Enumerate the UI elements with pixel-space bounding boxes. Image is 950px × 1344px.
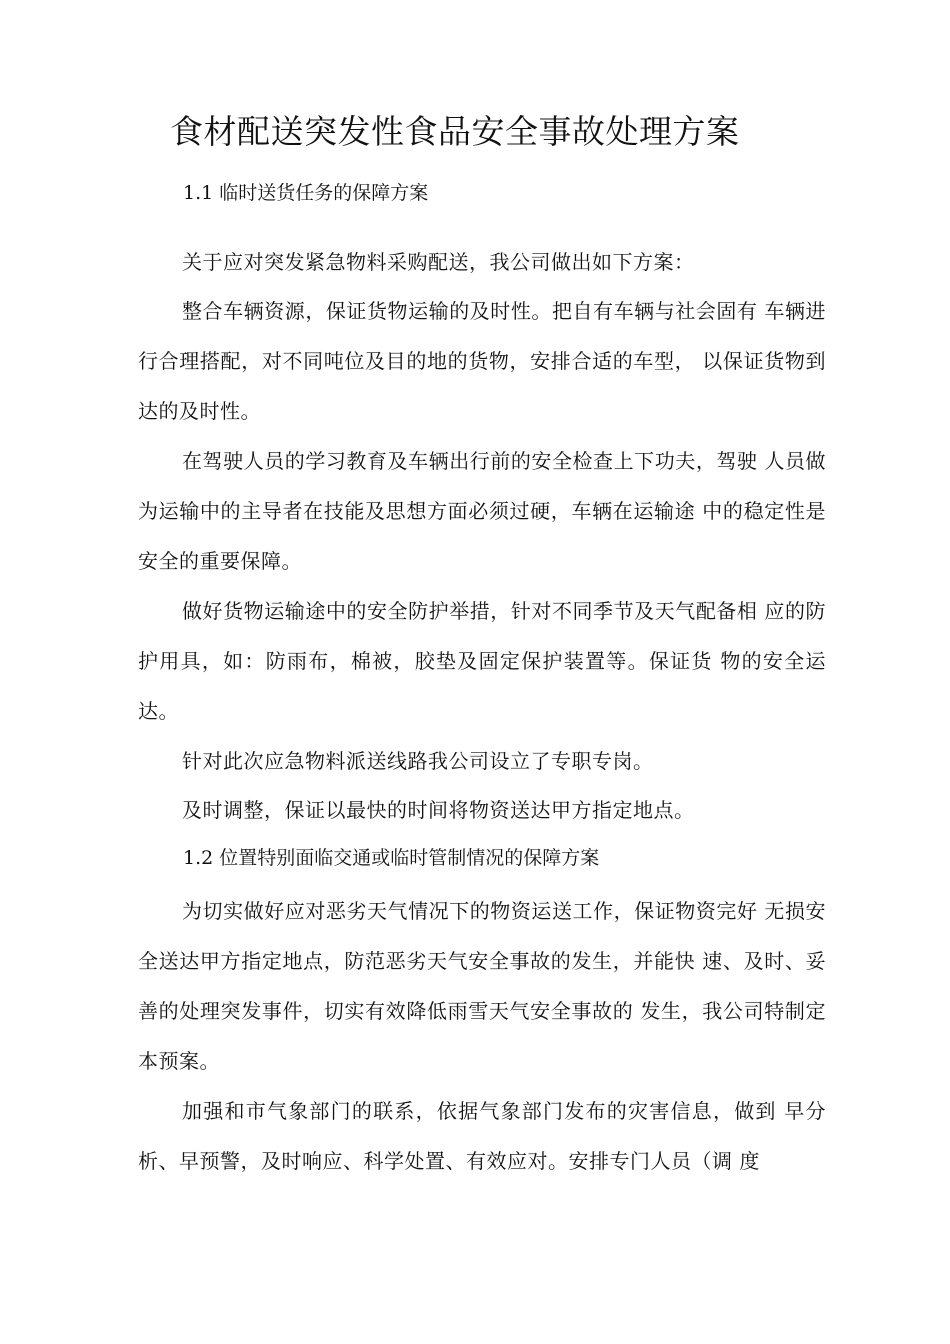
paragraph-weather-liaison: 加强和市气象部门的联系，依据气象部门发布的灾害信息，做到 早分析、早预警，及时响应、科学处置、有效应对。安排专门人员（调 度 — [138, 1099, 826, 1173]
paragraph-safety-protection: 做好货物运输途中的安全防护举措，针对不同季节及天气配备相 应的防护用具，如：防雨布，棉被，胶垫及固定保护装置等。保证货 物的安全运达。 — [138, 599, 826, 723]
paragraph-severe-weather: 为切实做好应对恶劣天气情况下的物资运送工作，保证物资完好 无损安全送达甲方指定地点，防范恶劣天气安全事故的发生，并能快 速、及时、妥善的处理突发事件，切实有效降低雨雪天气安全事故的 发生，我公司特制定本预案。 — [138, 899, 826, 1073]
paragraph-timely-adjustment: 及时调整，保证以最快的时间将物资送达甲方指定地点。 — [182, 798, 695, 822]
paragraph-driver-training: 在驾驶人员的学习教育及车辆出行前的安全检查上下功夫，驾驶 人员做为运输中的主导者在技能及思想方面必须过硬，车辆在运输途 中的稳定性是安全的重要保障。 — [138, 449, 826, 573]
section-heading-1-2: 1.2 位置特别面临交通或临时管制情况的保障方案 — [183, 847, 600, 869]
section-heading-1-1: 1.1 临时送货任务的保障方案 — [183, 182, 429, 204]
paragraph-dedicated-staff: 针对此次应急物料派送线路我公司设立了专职专岗。 — [182, 749, 654, 773]
paragraph-intro: 关于应对突发紧急物料采购配送，我公司做出如下方案： — [182, 250, 695, 274]
paragraph-vehicle-resources: 整合车辆资源，保证货物运输的及时性。把自有车辆与社会固有 车辆进行合理搭配，对不同吨位及目的地的货物，安排合适的车型， 以保证货物到达的及时性。 — [138, 299, 826, 423]
document-title: 食材配送突发性食品安全事故处理方案 — [170, 112, 740, 151]
